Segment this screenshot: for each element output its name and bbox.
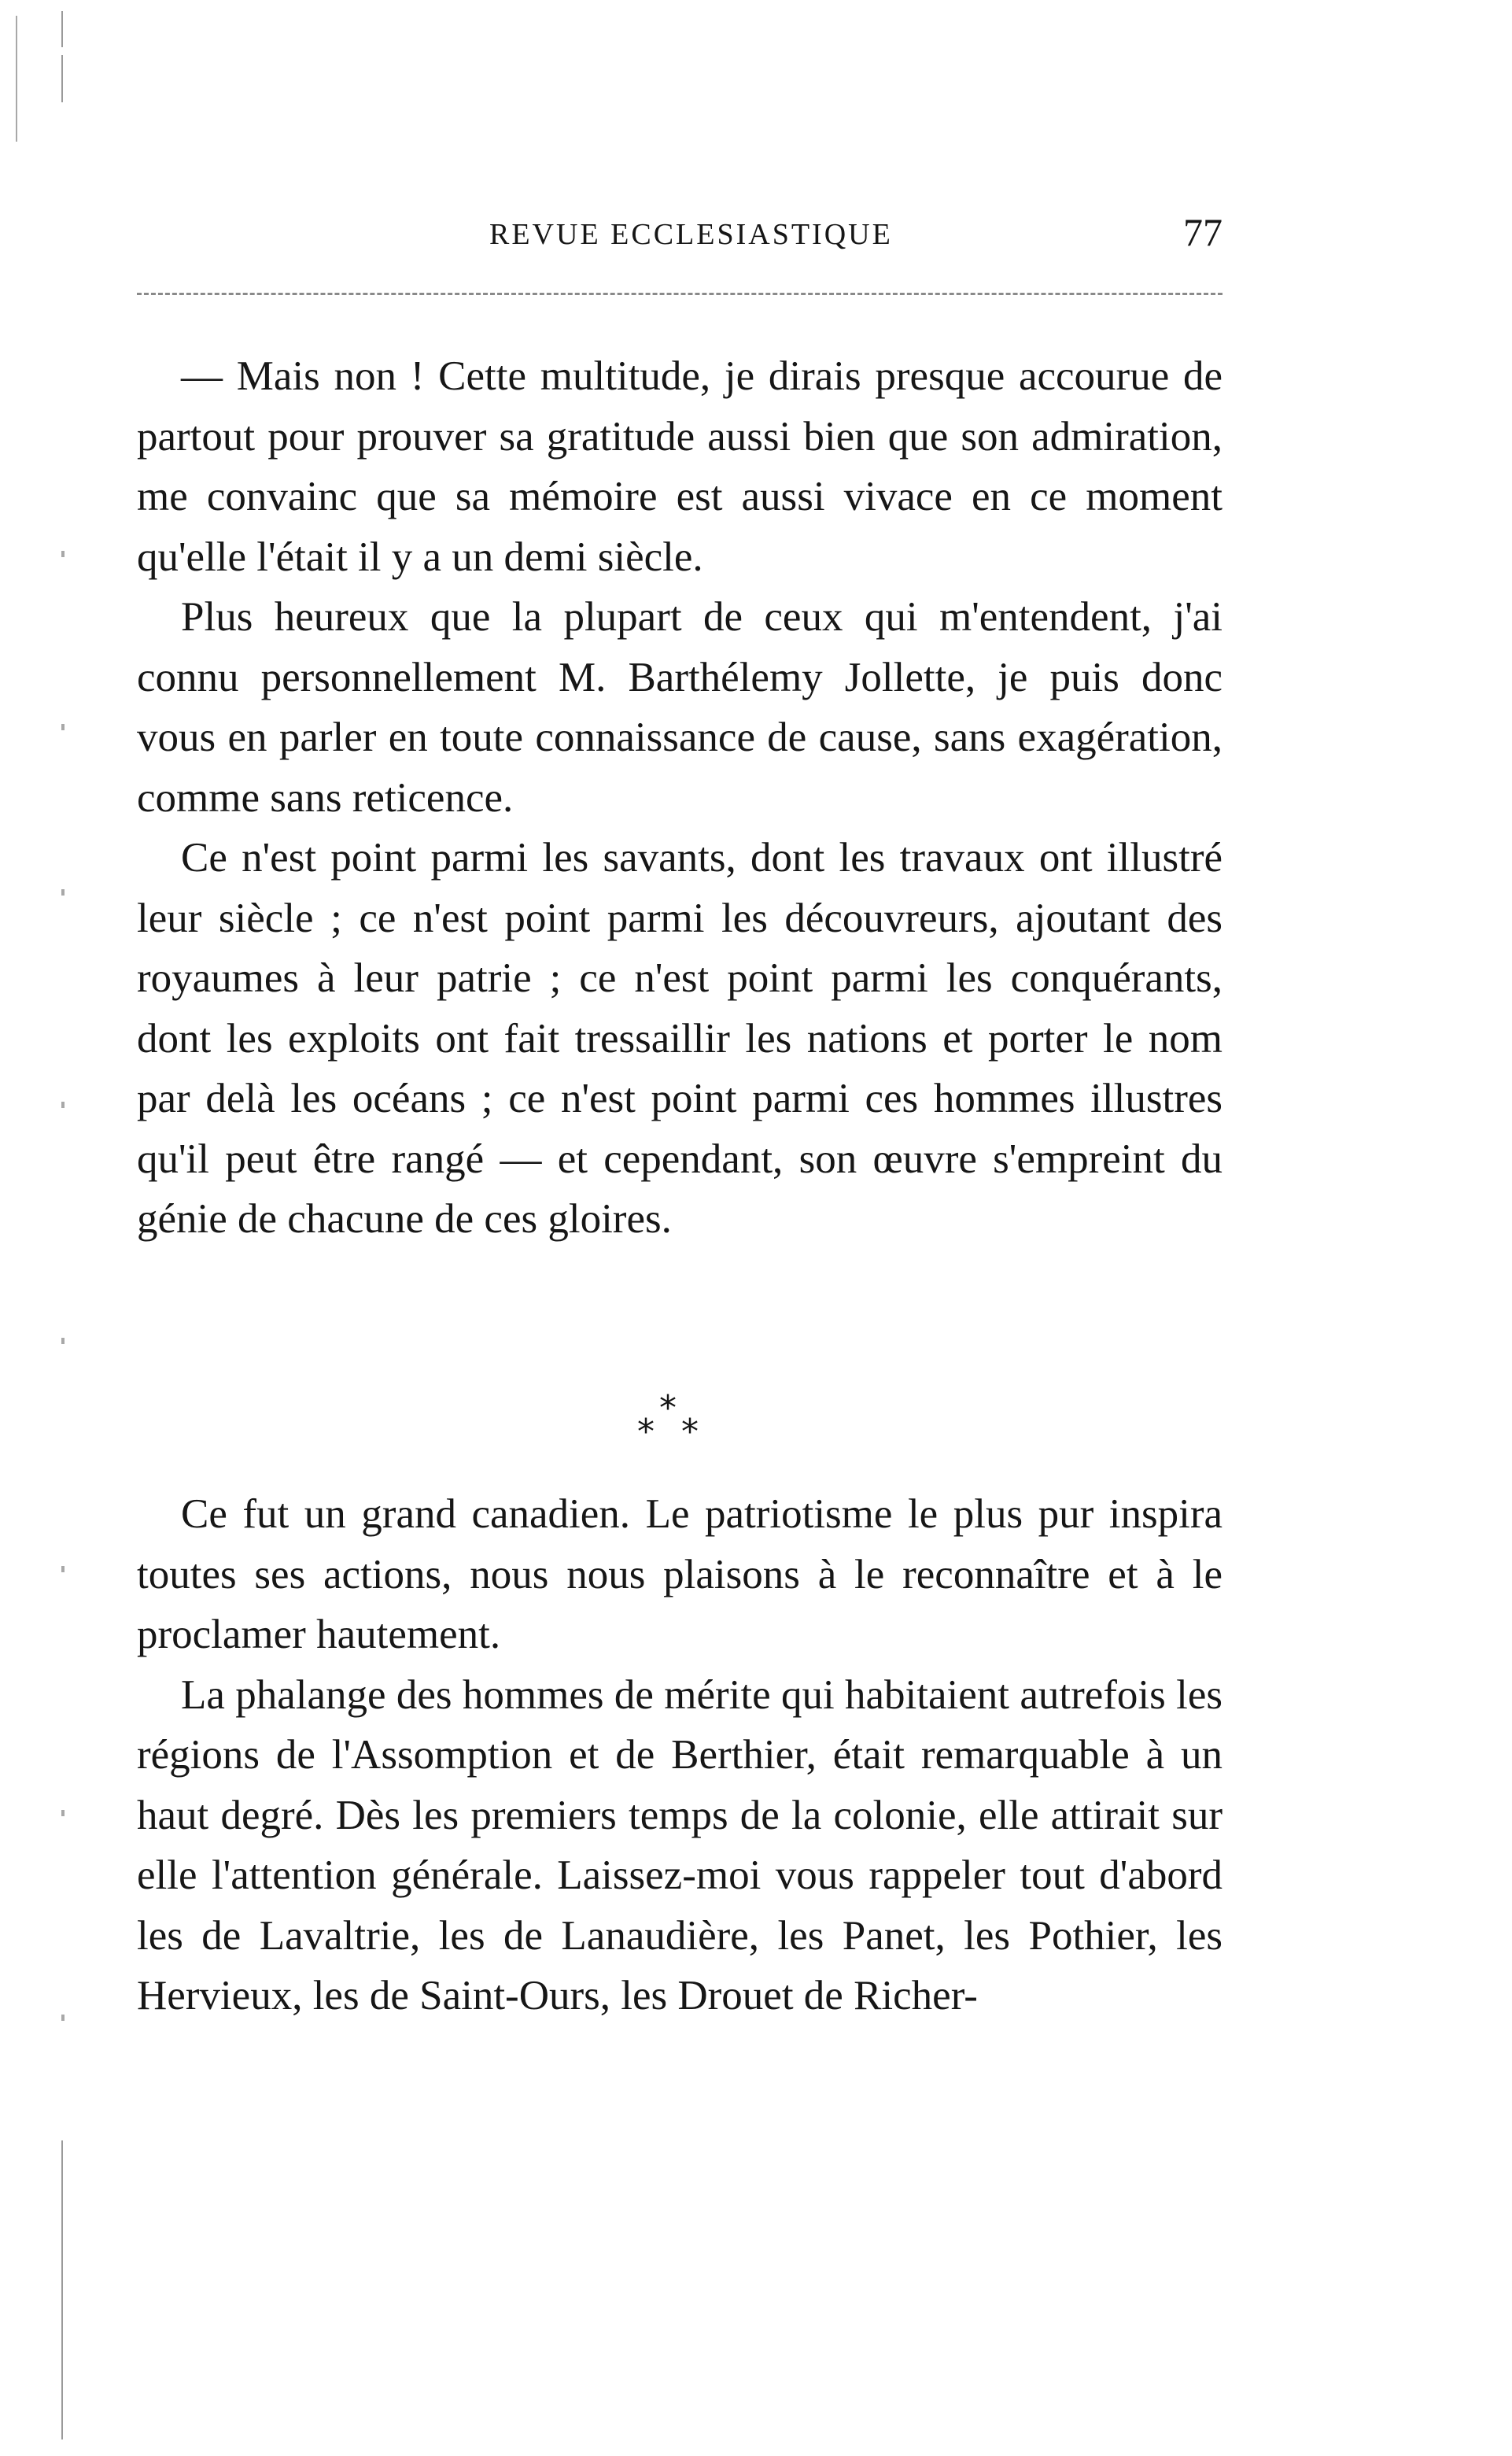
text-block-before-break xyxy=(137,346,1223,1250)
paragraph: Ce fut un grand canadien. Le patriotisme le plus pur inspira toutes ses actions, nous nous plaisons à le reconnaître et à le proclamer hautement. xyxy=(137,1491,1223,1657)
margin-mark xyxy=(61,1810,65,1816)
margin-rule xyxy=(61,2140,63,2439)
running-head xyxy=(137,209,1223,257)
text-block-after-break xyxy=(137,1484,1223,2026)
margin-mark xyxy=(61,724,65,730)
paragraph: Ce n'est point parmi les savants, dont les travaux ont illustré leur siècle ; ce n'est point parmi les découvreurs, ajoutant des royaumes à leur patrie ; ce n'est point parmi les conquérants, dont les exploits ont fait tressaillir les nations et porter le nom par delà les océans ; ce n'est point parmi ces hommes illustres qu'il peut être rangé — et cependant, son œuvre s'empreint du génie de chacune de ces gloires. xyxy=(137,835,1223,1242)
margin-mark xyxy=(61,1338,65,1344)
paragraph: Plus heureux que la plupart de ceux qui m'entendent, j'ai connu personnellement M. Barthélemy Jollette, je puis donc vous en parler en toute connaissance de cause, sans exagération, comme sans reticence. xyxy=(137,594,1223,821)
margin-mark xyxy=(16,16,17,142)
asterism-star: * xyxy=(681,1412,699,1452)
asterism-star: * xyxy=(659,1388,677,1428)
header-rule xyxy=(137,293,1223,295)
paragraph: La phalange des hommes de mérite qui habitaient autrefois les régions de l'Assomption et de Berthier, était remarquable à un haut degré. Dès les premiers temps de la colonie, elle attirait sur elle l'attention générale. Laissez-moi vous rappeler tout d'abord les de Lavaltrie, les de Lanaudière, les Panet, les Pothier, les Hervieux, les de Saint-Ours, les Drouet de Richer- xyxy=(137,1671,1223,2018)
margin-rule xyxy=(61,55,63,102)
asterism-star: * xyxy=(637,1412,655,1452)
asterism-icon xyxy=(621,1388,716,1462)
margin-mark xyxy=(61,889,65,896)
margin-rule xyxy=(61,11,63,47)
journal-title: REVUE ECCLESIASTIQUE xyxy=(489,218,893,251)
paragraph: — Mais non ! Cette multitude, je dirais presque accourue de partout pour prouver sa gratitude aussi bien que son admiration, me convainc que sa mémoire est aussi vivace en ce moment qu'elle l'était il y a un demi siècle. xyxy=(137,353,1223,580)
margin-mark xyxy=(61,551,65,557)
margin-mark xyxy=(61,1102,65,1108)
margin-mark xyxy=(61,1566,65,1572)
page-number: 77 xyxy=(1183,210,1223,254)
margin-mark xyxy=(61,2015,65,2021)
